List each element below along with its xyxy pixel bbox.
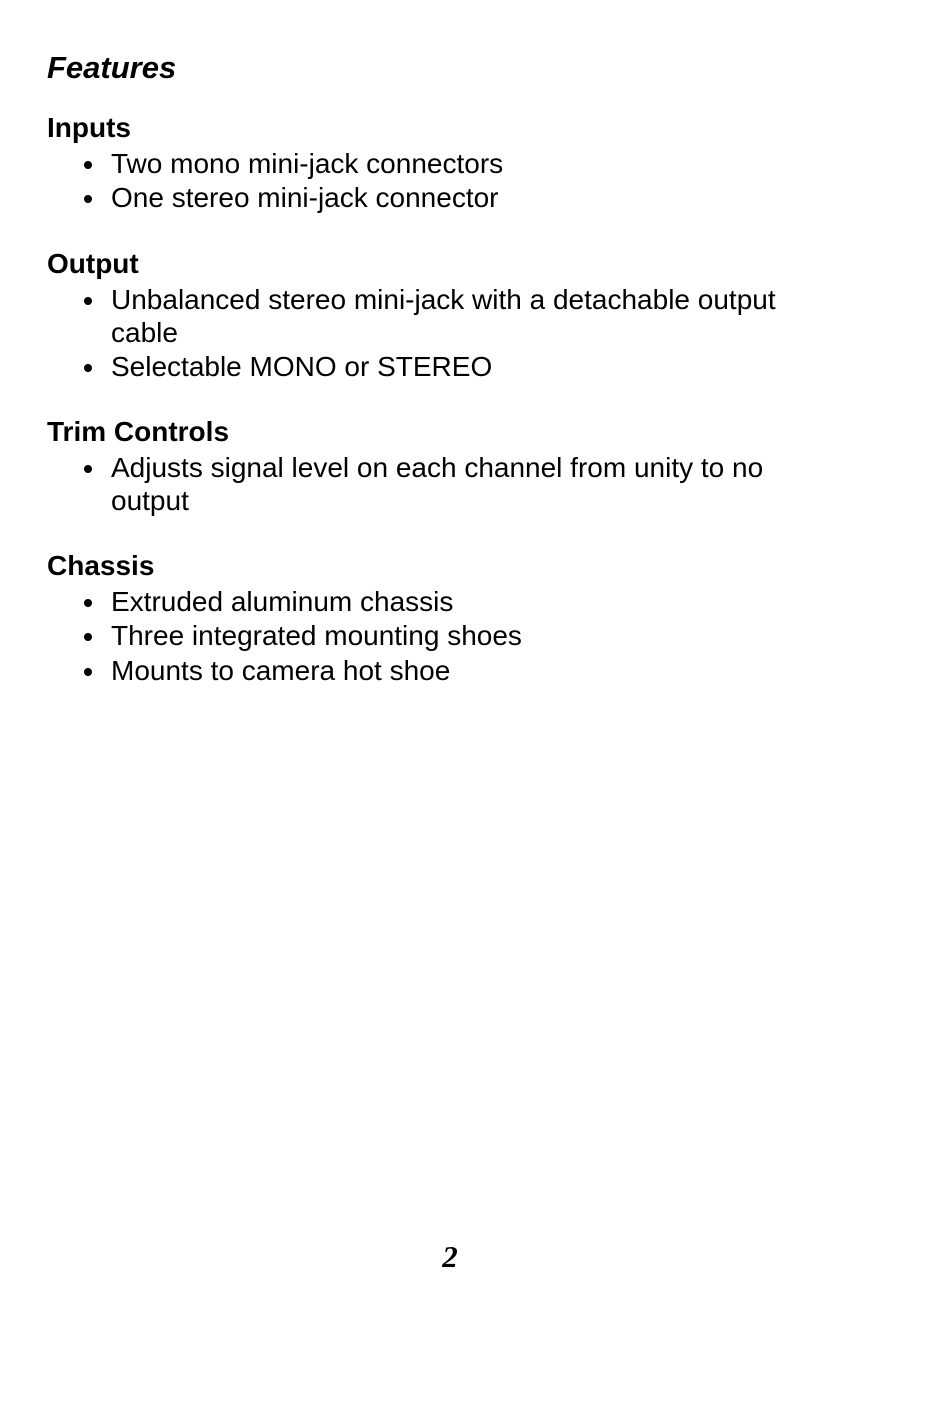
section-chassis [47,549,847,687]
list-item: Unbalanced stereo mini-jack with a detachable output cable [47,283,811,349]
list-item: One stereo mini-jack connector [47,181,847,214]
section-heading: Trim Controls [47,416,230,447]
list-item: Mounts to camera hot shoe [47,654,847,687]
section-trim-controls [47,415,847,517]
list-item: Extruded aluminum chassis [47,585,847,618]
list-item: Selectable MONO or STEREO [47,350,847,383]
page-number: 2 [442,1239,458,1274]
bullet-list [47,451,847,517]
list-item: Two mono mini-jack connectors [47,147,847,180]
section-heading: Chassis [47,550,155,581]
section-inputs [47,111,847,214]
bullet-list [47,585,847,687]
section-heading: Inputs [47,112,131,143]
bullet-list [47,147,847,215]
section-heading: Output [47,248,139,279]
page-title: Features [47,50,177,85]
section-output [47,247,847,383]
list-item: Adjusts signal level on each channel from unity to no output [47,451,811,517]
list-item: Three integrated mounting shoes [47,619,847,652]
bullet-list [47,283,847,384]
